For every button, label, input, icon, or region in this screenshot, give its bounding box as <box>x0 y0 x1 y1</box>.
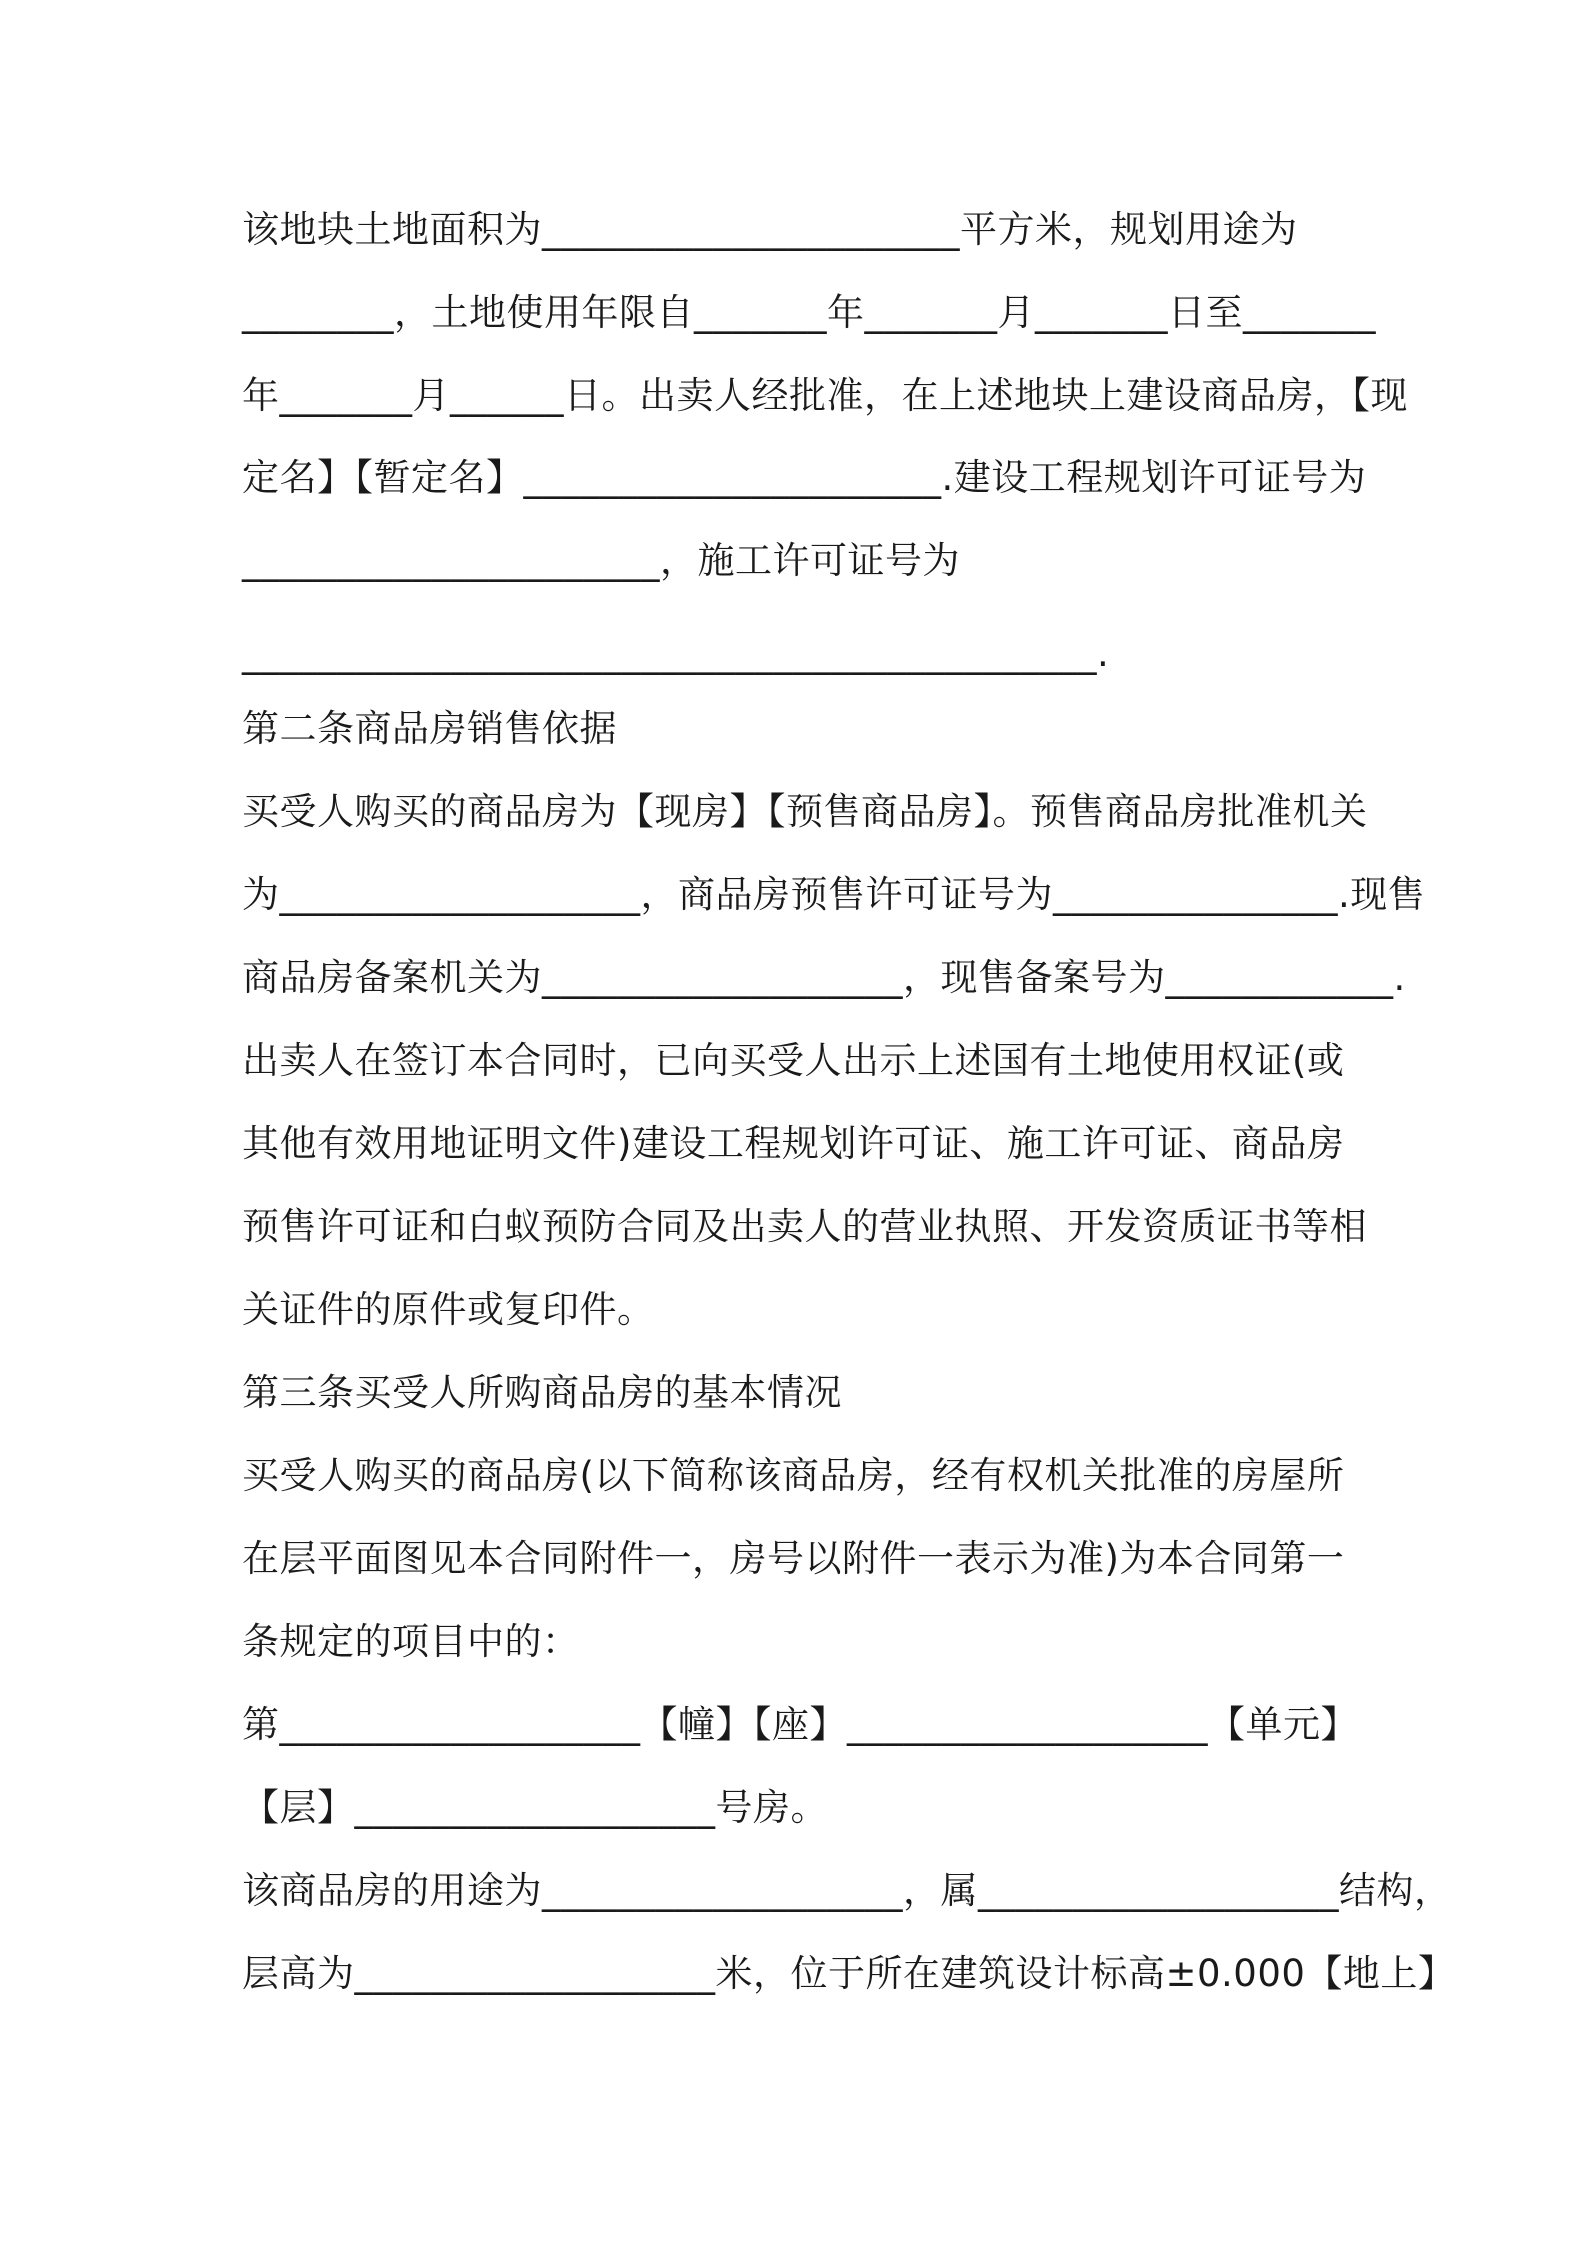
text-line: 预售许可证和白蚁预防合同及出卖人的营业执照、开发资质证书等相 <box>242 1205 1367 1248</box>
text-line: 关证件的原件或复印件。 <box>242 1288 655 1331</box>
text-line: 为___________________，商品房预售许可证号为_______________.现售 <box>242 873 1426 916</box>
text-line: 买受人购买的商品房(以下简称该商品房，经有权机关批准的房屋所 <box>242 1454 1345 1497</box>
text-line: 条规定的项目中的： <box>242 1620 580 1663</box>
text-line: 定名】【暂定名】______________________.建设工程规划许可证号为 <box>242 456 1367 499</box>
text-line: 层高为___________________米，位于所在建筑设计标高±0.000【地上】 <box>242 1952 1456 1995</box>
text-line: 买受人购买的商品房为【现房】【预售商品房】。预售商品房批准机关 <box>242 790 1368 833</box>
text-line: 该商品房的用途为___________________，属___________________结构， <box>242 1869 1452 1912</box>
text-line: 年_______月______日。出卖人经批准，在上述地块上建设商品房，【现 <box>242 374 1408 417</box>
section-heading: 第三条买受人所购商品房的基本情况 <box>242 1371 842 1414</box>
text-line: 商品房备案机关为___________________，现售备案号为____________. <box>242 956 1406 999</box>
section-heading: 第二条商品房销售依据 <box>242 707 617 750</box>
text-line: 在层平面图见本合同附件一，房号以附件一表示为准)为本合同第一 <box>242 1537 1345 1580</box>
text-line: 该地块土地面积为______________________平方米，规划用途为 <box>242 208 1298 251</box>
text-line: ________，土地使用年限自_______年_______月_______日至_______ <box>242 291 1376 334</box>
text-line: 第___________________【幢】【座】___________________【单元】 <box>242 1703 1358 1746</box>
text-line: _____________________________________________. <box>242 632 1110 675</box>
text-line: 【层】___________________号房。 <box>242 1786 828 1829</box>
text-line: ______________________，施工许可证号为 <box>242 539 960 582</box>
text-line: 其他有效用地证明文件)建设工程规划许可证、施工许可证、商品房 <box>242 1122 1345 1165</box>
text-line: 出卖人在签订本合同时，已向买受人出示上述国有土地使用权证(或 <box>242 1039 1345 1082</box>
